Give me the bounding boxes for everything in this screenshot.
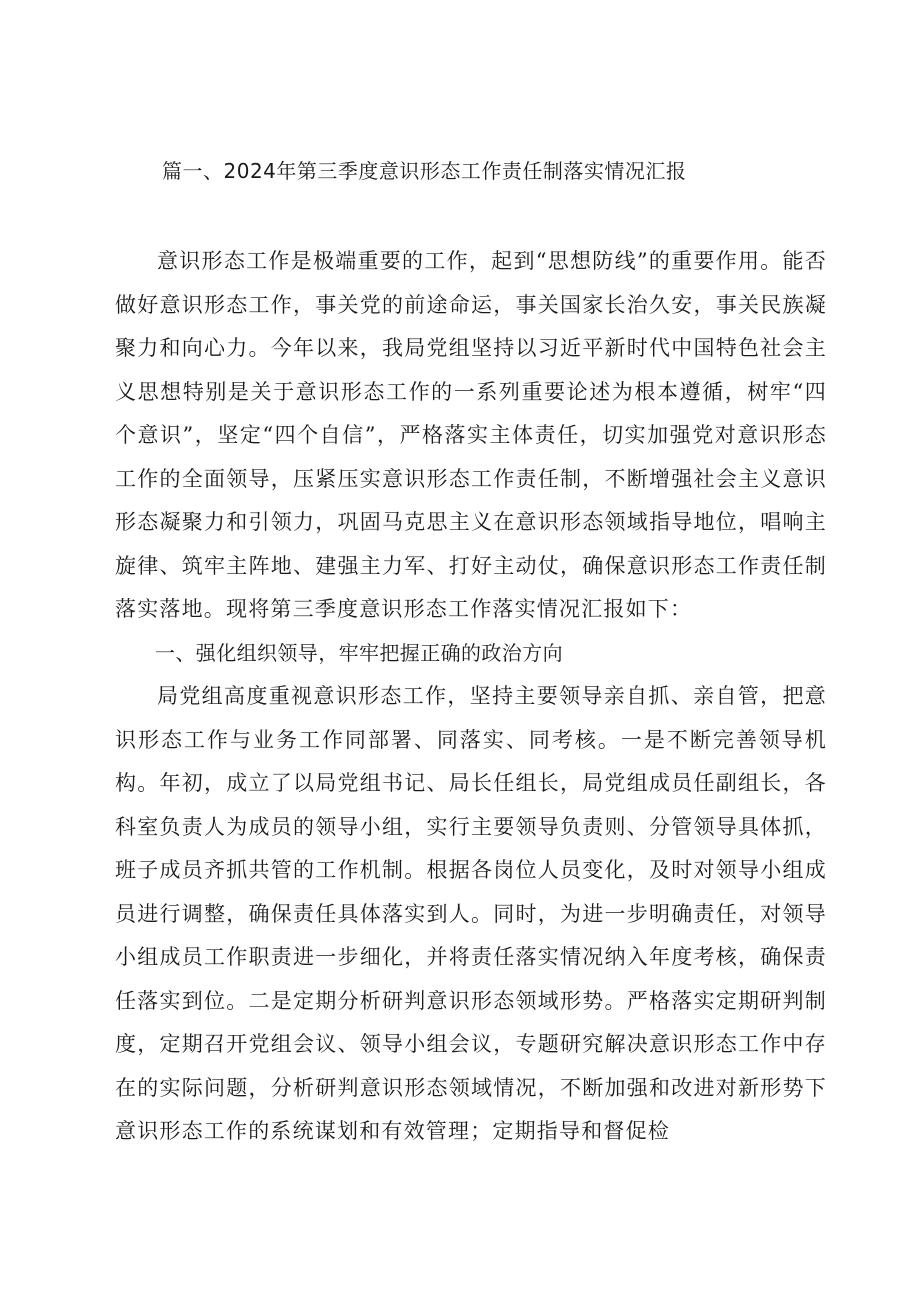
section-heading-1: 一、强化组织领导，牢牢把握正确的政治方向	[155, 640, 563, 665]
section-1-paragraph: 局党组高度重视意识形态工作，坚持主要领导亲自抓、亲自管，把意识形态工作与业务工作同部署、同落实、同考核。一是不断完善领导机构。年初，成立了以局党组书记、局长任组长，局党组成员任副组长，各科室负责人为成员的领导小组，实行主要领导负责则、分管领导具体抓，班子成员齐抓共管的工作机制。根据各岗位人员变化，及时对领导小组成员进行调整，确保责任具体落实到人。同时，为进一步明确责任，对领导小组成员工作职责进一步细化，并将责任落实情况纳入年度考核，确保责任落实到位。二是定期分析研判意识形态领域形势。严格落实定期研判制度，定期召开党组会议、领导小组会议，专题研究解决意识形态工作中存在的实际问题，分析研判意识形态领域情况，不断加强和改进对新形势下意识形态工作的系统谋划和有效管理；定期指导和督促检	[115, 684, 827, 1143]
document-body	[115, 240, 827, 1154]
intro-paragraph: 意识形态工作是极端重要的工作，起到“思想防线”的重要作用。能否做好意识形态工作，事关党的前途命运，事关国家长治久安，事关民族凝聚力和向心力。今年以来，我局党组坚持以习近平新时代中国特色社会主义思想特别是关于意识形态工作的一系列重要论述为根本遵循，树牢“四个意识”，坚定“四个自信”，严格落实主体责任，切实加强党对意识形态工作的全面领导，压紧压实意识形态工作责任制，不断增强社会主义意识形态凝聚力和引领力，巩固马克思主义在意识形态领域指导地位，唱响主旋律、筑牢主阵地、建强主力军、打好主动仗，确保意识形态工作责任制落实落地。现将第三季度意识形态工作落实情况汇报如下：	[115, 249, 827, 621]
document-title: 篇一、2024年第三季度意识形态工作责任制落实情况汇报	[162, 159, 687, 183]
